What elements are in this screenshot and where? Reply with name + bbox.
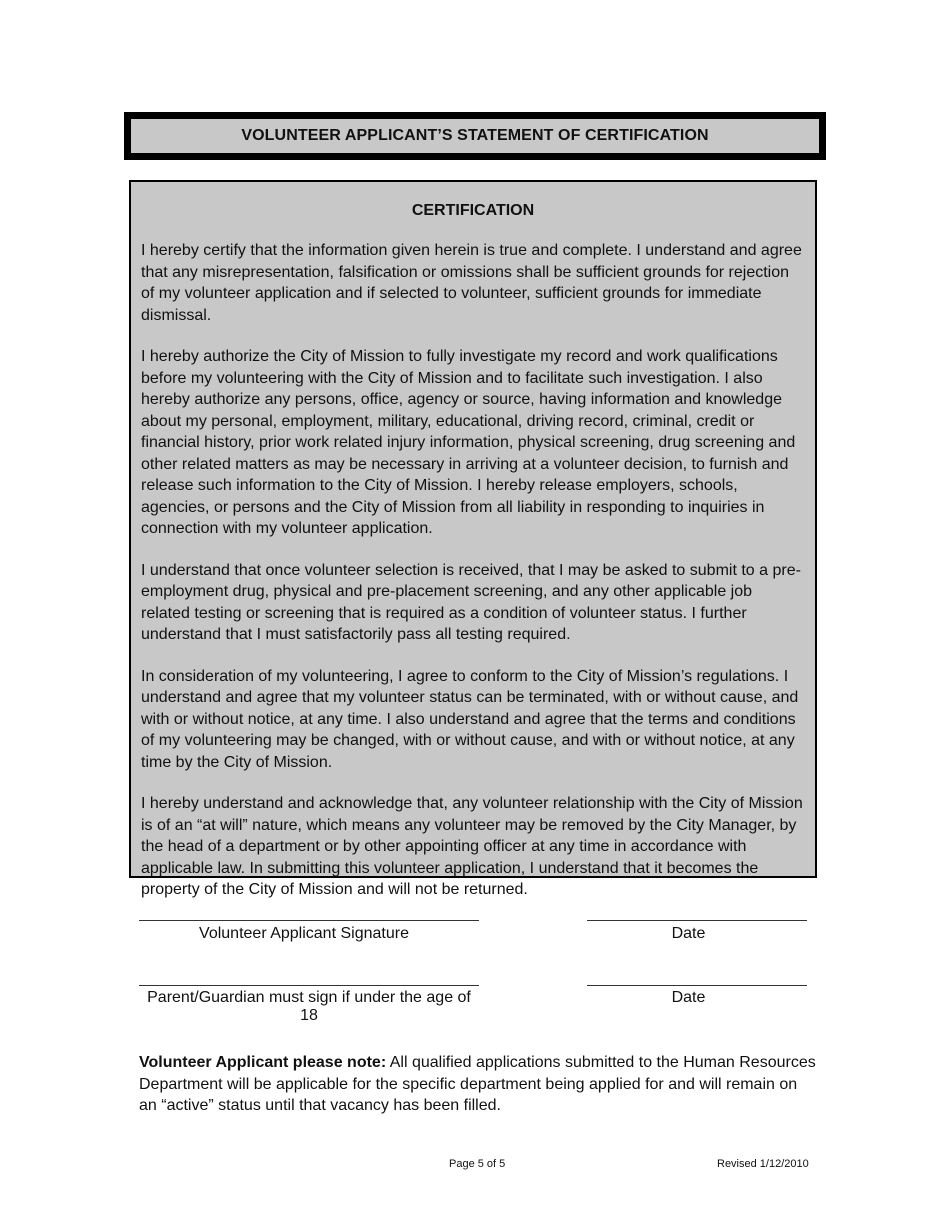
note-text: All qualified applications submitted to the Human Resources Department will be applicable for the specific department being applied for and will remain on an “active” status until that vacancy has been filled. <box>139 1054 816 1114</box>
applicant-note <box>139 1052 819 1117</box>
certification-paragraph-4: In consideration of my volunteering, I agree to conform to the City of Mission’s regulations. I understand and agree that my volunteer status can be terminated, with or without cause, and with or without notice, at any time. I also understand and agree that the terms and conditions of my volunteering may be changed, with or without cause, and with or without notice, at any time by the City of Mission. <box>141 667 799 771</box>
certification-paragraph-1: I hereby certify that the information given herein is true and complete. I understand and agree that any misrepresentation, falsification or omissions shall be sufficient grounds for rejection of my volunteer application and if selected to volunteer, sufficient grounds for immediate dismissal. <box>141 242 802 324</box>
note-bold-lead: Volunteer Applicant please note: <box>139 1054 387 1071</box>
applicant-date-line[interactable] <box>587 920 807 921</box>
certification-paragraph-3: I understand that once volunteer selection is received, that I may be asked to submit to a pre-employment drug, physical and pre-placement screening, and any other applicable job related testing or screening that is required as a condition of volunteer status. I further understand that I must satisfactorily pass all testing required. <box>141 561 801 643</box>
applicant-date-label: Date <box>671 925 706 942</box>
certification-box <box>129 180 817 898</box>
title-banner <box>124 112 826 160</box>
guardian-signature-line[interactable] <box>139 985 479 986</box>
page-number: Page 5 of 5 <box>449 1158 506 1170</box>
certification-heading: CERTIFICATION <box>411 202 535 219</box>
certification-paragraph-2: I hereby authorize the City of Mission to fully investigate my record and work qualifications before my volunteering with the City of Mission and to facilitate such investigation. I also hereby authorize any persons, office, agency or source, having information and knowledge about my personal, employment, military, educational, driving record, criminal, credit or financial history, prior work related injury information, physical screening, drug screening and other related matters as may be necessary in arriving at a volunteer decision, to furnish and release such information to the City of Mission. I hereby release employers, schools, agencies, or persons and the City of Mission from all liability in responding to inquiries in connection with my volunteer application. <box>141 348 796 537</box>
guardian-date-label: Date <box>671 989 706 1006</box>
page-title: VOLUNTEER APPLICANT’S STATEMENT OF CERTIFICATION <box>241 127 709 144</box>
guardian-date-line[interactable] <box>587 985 807 986</box>
applicant-signature-line[interactable] <box>139 920 479 921</box>
certification-paragraph-5: I hereby understand and acknowledge that, any volunteer relationship with the City of Mission is of an “at will” nature, which means any volunteer may be removed by the City Manager, by the head of a department or by other appointing officer at any time in accordance with applicable law. In submitting this volunteer application, I understand that it becomes the property of the City of Mission and will not be returned. <box>141 795 803 898</box>
guardian-signature-label: Parent/Guardian must sign if under the age of 18 <box>147 989 471 1024</box>
revision-date: Revised 1/12/2010 <box>717 1158 809 1170</box>
applicant-signature-label: Volunteer Applicant Signature <box>199 925 409 942</box>
